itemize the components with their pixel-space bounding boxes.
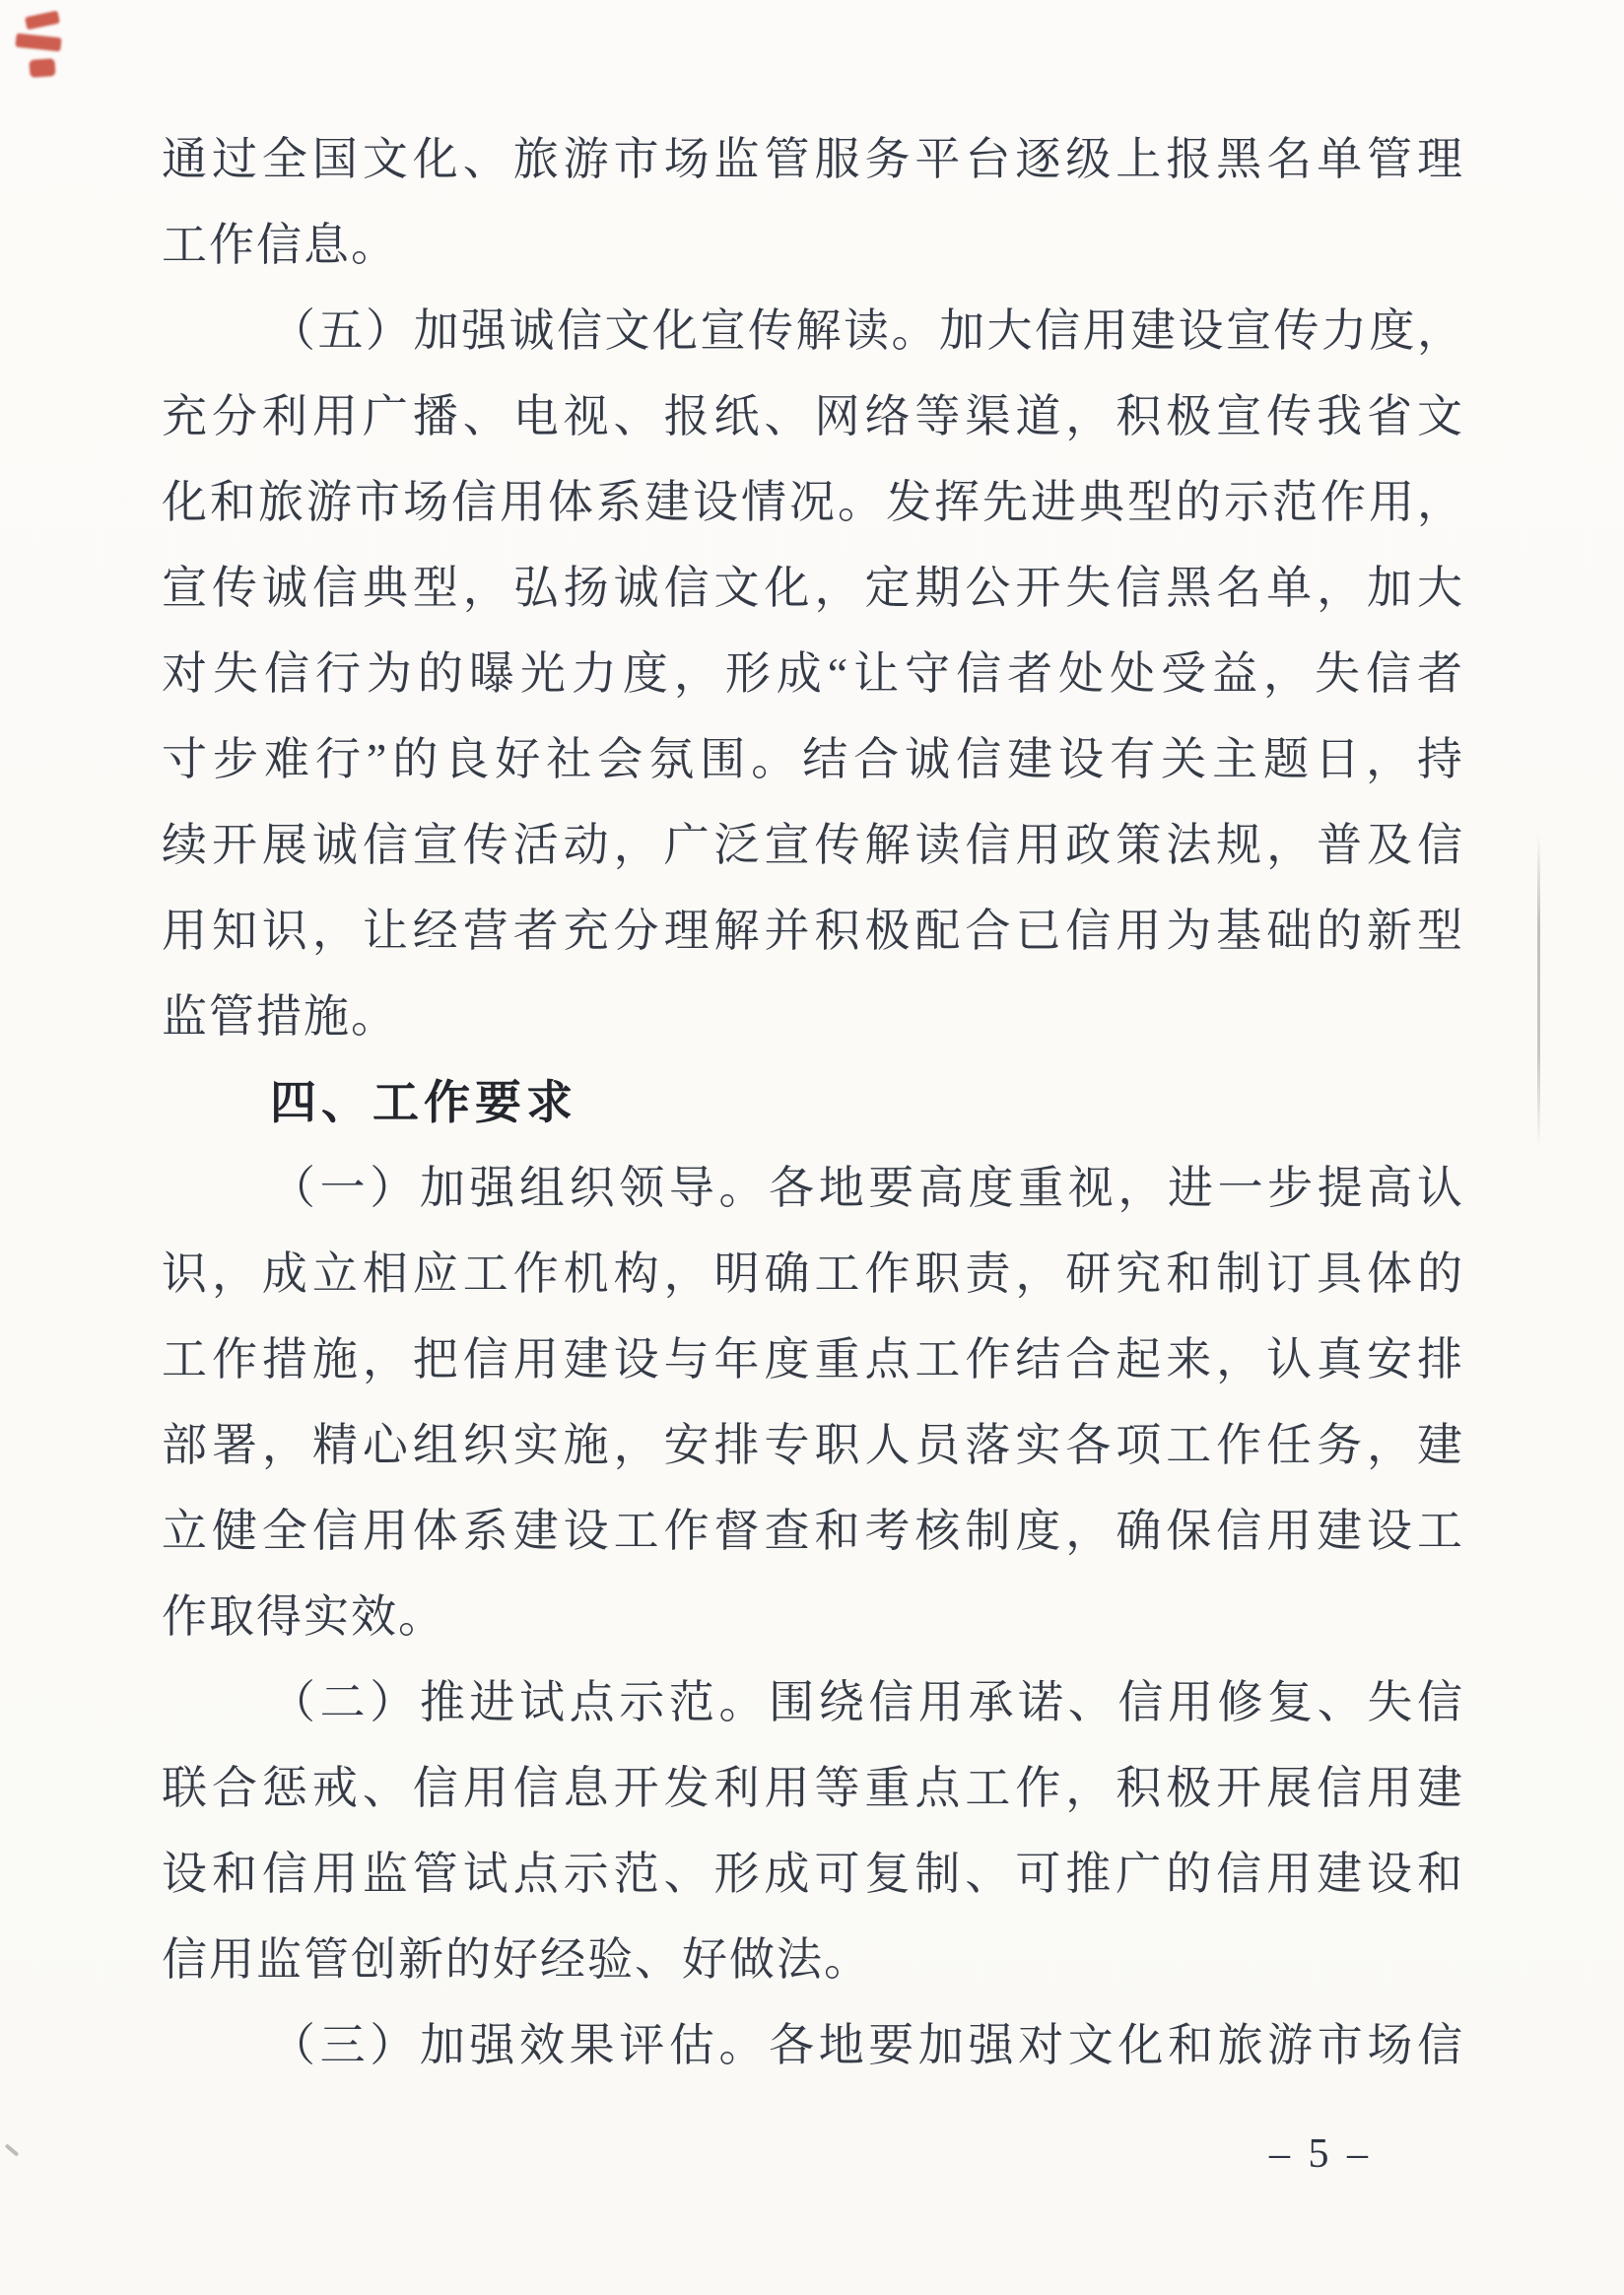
text-line: （五）加强诚信文化宣传解读。加大信用建设宣传力度，: [270, 305, 1464, 356]
text-line: 工作信息。: [162, 220, 398, 270]
text-line: 联合惩戒、信用信息开发利用等重点工作，积极开展信用建: [162, 1763, 1464, 1813]
scan-shadow-line: [1537, 833, 1540, 1148]
page-number: – 5 –: [1269, 2131, 1372, 2177]
text-line: 化和旅游市场信用体系建设情况。发挥先进典型的示范作用，: [162, 477, 1464, 527]
text-line: 通过全国文化、旅游市场监管服务平台逐级上报黑名单管理: [162, 134, 1464, 184]
text-line: （二）推进试点示范。围绕信用承诺、信用修复、失信: [270, 1677, 1464, 1727]
paragraph: [162, 1059, 1464, 1145]
document-body: [162, 116, 1464, 2088]
text-line: 识，成立相应工作机构，明确工作职责，研究和制订具体的: [162, 1249, 1464, 1299]
paragraph: [162, 1145, 1464, 1659]
text-line: 续开展诚信宣传活动，广泛宣传解读信用政策法规，普及信: [162, 820, 1464, 870]
text-line: 部署，精心组织实施，安排专职人员落实各项工作任务，建: [162, 1420, 1464, 1470]
text-line: 监管措施。: [162, 991, 398, 1042]
paragraph: [162, 1659, 1464, 2002]
text-line: 宣传诚信典型，弘扬诚信文化，定期公开失信黑名单，加大: [162, 563, 1464, 613]
paragraph: [162, 2002, 1464, 2088]
text-line: 工作措施，把信用建设与年度重点工作结合起来，认真安排: [162, 1334, 1464, 1384]
section-heading: 四、工作要求: [270, 1076, 577, 1128]
paragraph: [162, 116, 1464, 288]
scan-speck: [5, 2143, 20, 2156]
text-line: 立健全信用体系建设工作督查和考核制度，确保信用建设工: [162, 1506, 1464, 1556]
red-ink-stroke: [29, 58, 55, 78]
red-ink-stroke: [15, 34, 61, 52]
text-line: 设和信用监管试点示范、形成可复制、可推广的信用建设和: [162, 1849, 1464, 1899]
red-ink-artifact: [14, 8, 91, 99]
text-line: （三）加强效果评估。各地要加强对文化和旅游市场信: [270, 2020, 1464, 2070]
text-line: 作取得实效。: [162, 1591, 445, 1642]
text-line: （一）加强组织领导。各地要高度重视，进一步提高认: [270, 1163, 1464, 1213]
text-line: 寸步难行”的良好社会氛围。结合诚信建设有关主题日，持: [162, 734, 1464, 784]
red-ink-stroke: [25, 11, 60, 31]
text-line: 信用监管创新的好经验、好做法。: [162, 1934, 871, 1985]
text-line: 用知识，让经营者充分理解并积极配合已信用为基础的新型: [162, 906, 1464, 956]
paragraph: [162, 288, 1464, 1059]
text-line: 充分利用广播、电视、报纸、网络等渠道，积极宣传我省文: [162, 391, 1464, 441]
text-line: 对失信行为的曝光力度，形成“让守信者处处受益，失信者: [162, 648, 1464, 699]
